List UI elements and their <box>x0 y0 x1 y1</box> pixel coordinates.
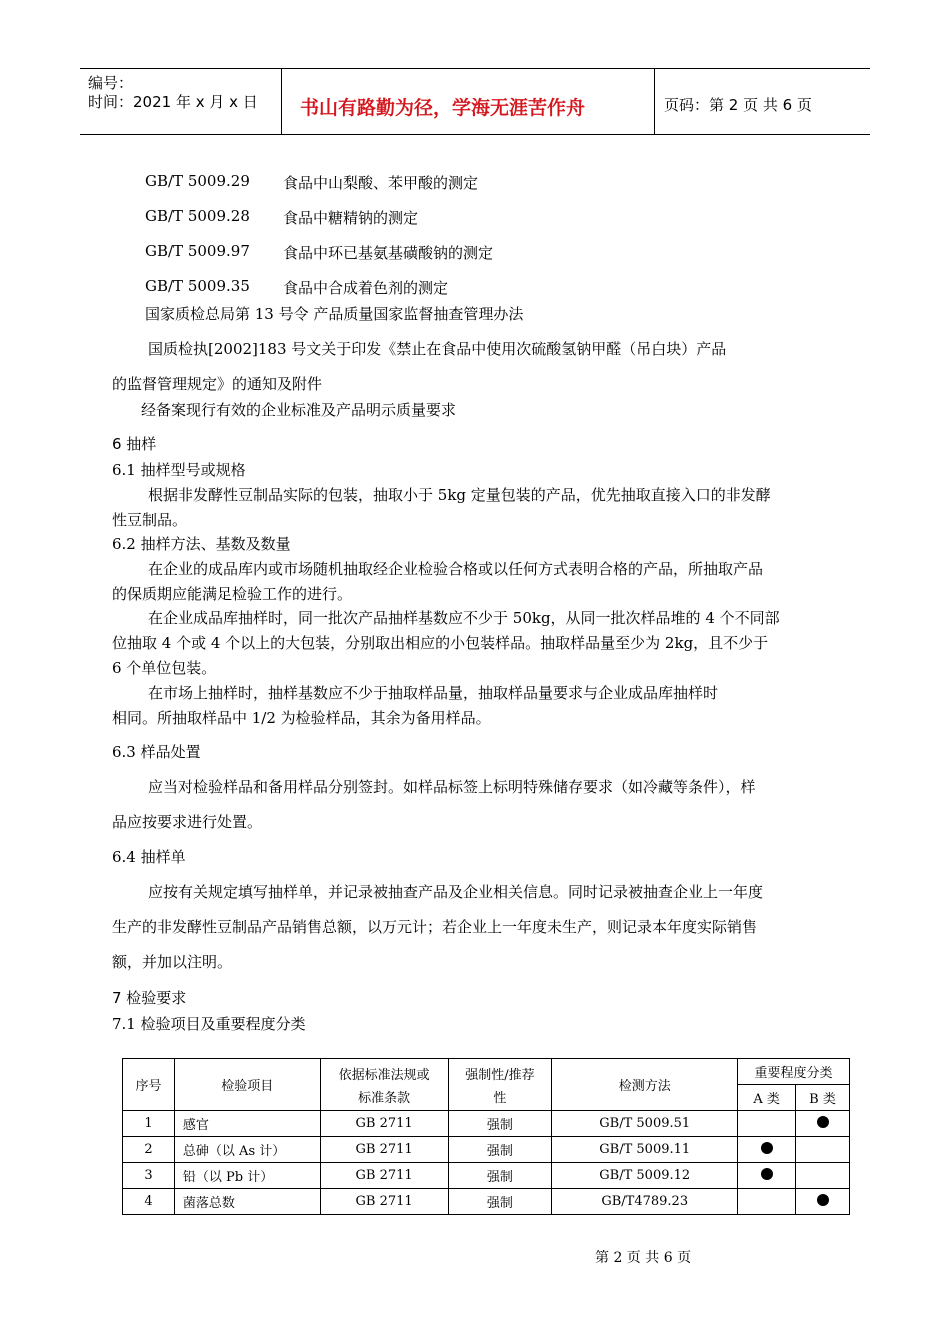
table-row <box>123 1137 850 1163</box>
para-6-2-b-line1: 在企业成品库抽样时，同一批次产品抽样基数应不少于 50kg，从同一批次样品堆的 4 个不同部 <box>148 609 780 627</box>
header-seq: 序号 <box>123 1059 175 1111</box>
section-7-1-title: 7.1 检验项目及重要程度分类 <box>112 1015 306 1033</box>
para-6-4-line1: 应按有关规定填写抽样单，并记录被抽查产品及企业相关信息。同时记录被抽查企业上一年度 <box>148 883 764 901</box>
header-motto: 书山有路勤为径，学海无涯苦作舟 <box>300 97 586 119</box>
para-6-1-line2: 性豆制品。 <box>112 511 188 529</box>
row-seq: 1 <box>123 1111 175 1137</box>
header-top-rule <box>80 68 870 69</box>
row-item: 感官 <box>174 1111 320 1137</box>
row-seq: 3 <box>123 1163 175 1189</box>
para-6-2-a-line1: 在企业的成品库内或市场随机抽取经企业检验合格或以任何方式表明合格的产品，所抽取产品 <box>148 560 764 578</box>
row-class-b-cell <box>796 1111 850 1137</box>
para-regulation-183-line2: 的监督管理规定》的通知及附件 <box>112 375 323 393</box>
header-divider-left <box>281 68 282 135</box>
standard-title-1: 食品中山梨酸、苯甲酸的测定 <box>283 174 479 192</box>
inspection-items-table <box>122 1058 850 1215</box>
para-6-1-line1: 根据非发酵性豆制品实际的包装，抽取小于 5kg 定量包装的产品，优先抽取直接入口的非发酵 <box>148 486 771 504</box>
class-b-dot-icon <box>817 1116 829 1128</box>
para-6-2-b-line2: 位抽取 4 个或 4 个以上的大包装，分别取出相应的小包装样品。抽取样品量至少为 2kg，且不少于 <box>112 634 769 652</box>
header-bottom-rule <box>80 134 870 135</box>
para-6-2-c-line2: 相同。所抽取样品中 1/2 为检验样品，其余为备用样品。 <box>112 709 491 727</box>
row-mandatory: 强制 <box>448 1163 552 1189</box>
row-class-a-cell <box>738 1189 796 1215</box>
para-6-4-line2: 生产的非发酵性豆制品产品销售总额，以万元计；若企业上一年度未生产，则记录本年度实际销售 <box>112 918 758 936</box>
header-basis-line2: 标准条款 <box>358 1090 411 1106</box>
header-class-a: A 类 <box>738 1085 796 1111</box>
row-item: 总砷（以 As 计） <box>174 1137 320 1163</box>
class-a-dot-icon <box>761 1142 773 1154</box>
page-footer: 第 2 页 共 6 页 <box>595 1250 692 1266</box>
header-divider-right <box>654 68 655 135</box>
para-regulation-183-line1: 国质检执[2002]183 号文关于印发《禁止在食品中使用次硫酸氢钠甲醛（吊白块）产品 <box>148 340 727 358</box>
para-6-2-a-line2: 的保质期应能满足检验工作的进行。 <box>112 585 353 603</box>
row-item: 菌落总数 <box>174 1189 320 1215</box>
table-row <box>123 1163 850 1189</box>
row-class-b-cell <box>796 1189 850 1215</box>
row-mandatory: 强制 <box>448 1111 552 1137</box>
row-basis: GB 2711 <box>320 1189 448 1215</box>
header-class-b: B 类 <box>796 1085 850 1111</box>
row-method: GB/T 5009.12 <box>552 1163 738 1189</box>
para-6-3-line2: 品应按要求进行处置。 <box>112 813 263 831</box>
header-mandatory-line1: 强制性/推荐 <box>465 1067 535 1083</box>
doc-date-label: 时间：2021 年 x 月 x 日 <box>88 93 258 111</box>
standard-code-4: GB/T 5009.35 <box>145 277 250 295</box>
header-mandatory-line2: 性 <box>493 1090 507 1106</box>
para-6-3-line1: 应当对检验样品和备用样品分别签封。如样品标签上标明特殊储存要求（如冷藏等条件），样 <box>148 778 756 796</box>
row-method: GB/T4789.23 <box>552 1189 738 1215</box>
header-mandatory <box>448 1059 552 1111</box>
row-class-a-cell <box>738 1163 796 1189</box>
para-6-2-c-line1: 在市场上抽样时，抽样基数应不少于抽取样品量，抽取样品量要求与企业成品库抽样时 <box>148 684 719 702</box>
section-6-3-title: 6.3 样品处置 <box>112 743 201 761</box>
para-6-2-b-line3: 6 个单位包装。 <box>112 659 217 677</box>
para-enterprise-standard: 经备案现行有效的企业标准及产品明示质量要求 <box>141 401 457 419</box>
para-regulation-13: 国家质检总局第 13 号令 产品质量国家监督抽查管理办法 <box>145 305 524 323</box>
header-page-info: 页码：第 2 页 共 6 页 <box>664 96 812 114</box>
row-method: GB/T 5009.51 <box>552 1111 738 1137</box>
section-6-1-title: 6.1 抽样型号或规格 <box>112 461 246 479</box>
section-6-title: 6 抽样 <box>112 435 157 453</box>
row-item: 铅（以 Pb 计） <box>174 1163 320 1189</box>
row-basis: GB 2711 <box>320 1163 448 1189</box>
class-a-dot-icon <box>761 1168 773 1180</box>
row-class-a-cell <box>738 1137 796 1163</box>
standard-title-3: 食品中环已基氨基磺酸钠的测定 <box>283 244 494 262</box>
standard-code-2: GB/T 5009.28 <box>145 207 250 225</box>
standard-title-2: 食品中糖精钠的测定 <box>283 209 419 227</box>
section-7-title: 7 检验要求 <box>112 989 187 1007</box>
standard-code-1: GB/T 5009.29 <box>145 172 250 190</box>
header-basis <box>320 1059 448 1111</box>
row-class-b-cell <box>796 1137 850 1163</box>
standard-code-3: GB/T 5009.97 <box>145 242 250 260</box>
doc-number-label: 编号： <box>88 74 134 92</box>
table-row <box>123 1189 850 1215</box>
table-header-row <box>123 1059 850 1085</box>
header-basis-line1: 依据标准法规或 <box>338 1067 430 1083</box>
standard-title-4: 食品中合成着色剂的测定 <box>283 279 449 297</box>
row-basis: GB 2711 <box>320 1137 448 1163</box>
row-mandatory: 强制 <box>448 1189 552 1215</box>
row-basis: GB 2711 <box>320 1111 448 1137</box>
row-seq: 4 <box>123 1189 175 1215</box>
header-item: 检验项目 <box>174 1059 320 1111</box>
header-importance: 重要程度分类 <box>738 1059 850 1085</box>
row-seq: 2 <box>123 1137 175 1163</box>
para-6-4-line3: 额，并加以注明。 <box>112 953 233 971</box>
section-6-4-title: 6.4 抽样单 <box>112 848 186 866</box>
row-class-b-cell <box>796 1163 850 1189</box>
section-6-2-title: 6.2 抽样方法、基数及数量 <box>112 535 291 553</box>
class-b-dot-icon <box>817 1194 829 1206</box>
row-mandatory: 强制 <box>448 1137 552 1163</box>
row-class-a-cell <box>738 1111 796 1137</box>
table-row <box>123 1111 850 1137</box>
row-method: GB/T 5009.11 <box>552 1137 738 1163</box>
header-method: 检测方法 <box>552 1059 738 1111</box>
